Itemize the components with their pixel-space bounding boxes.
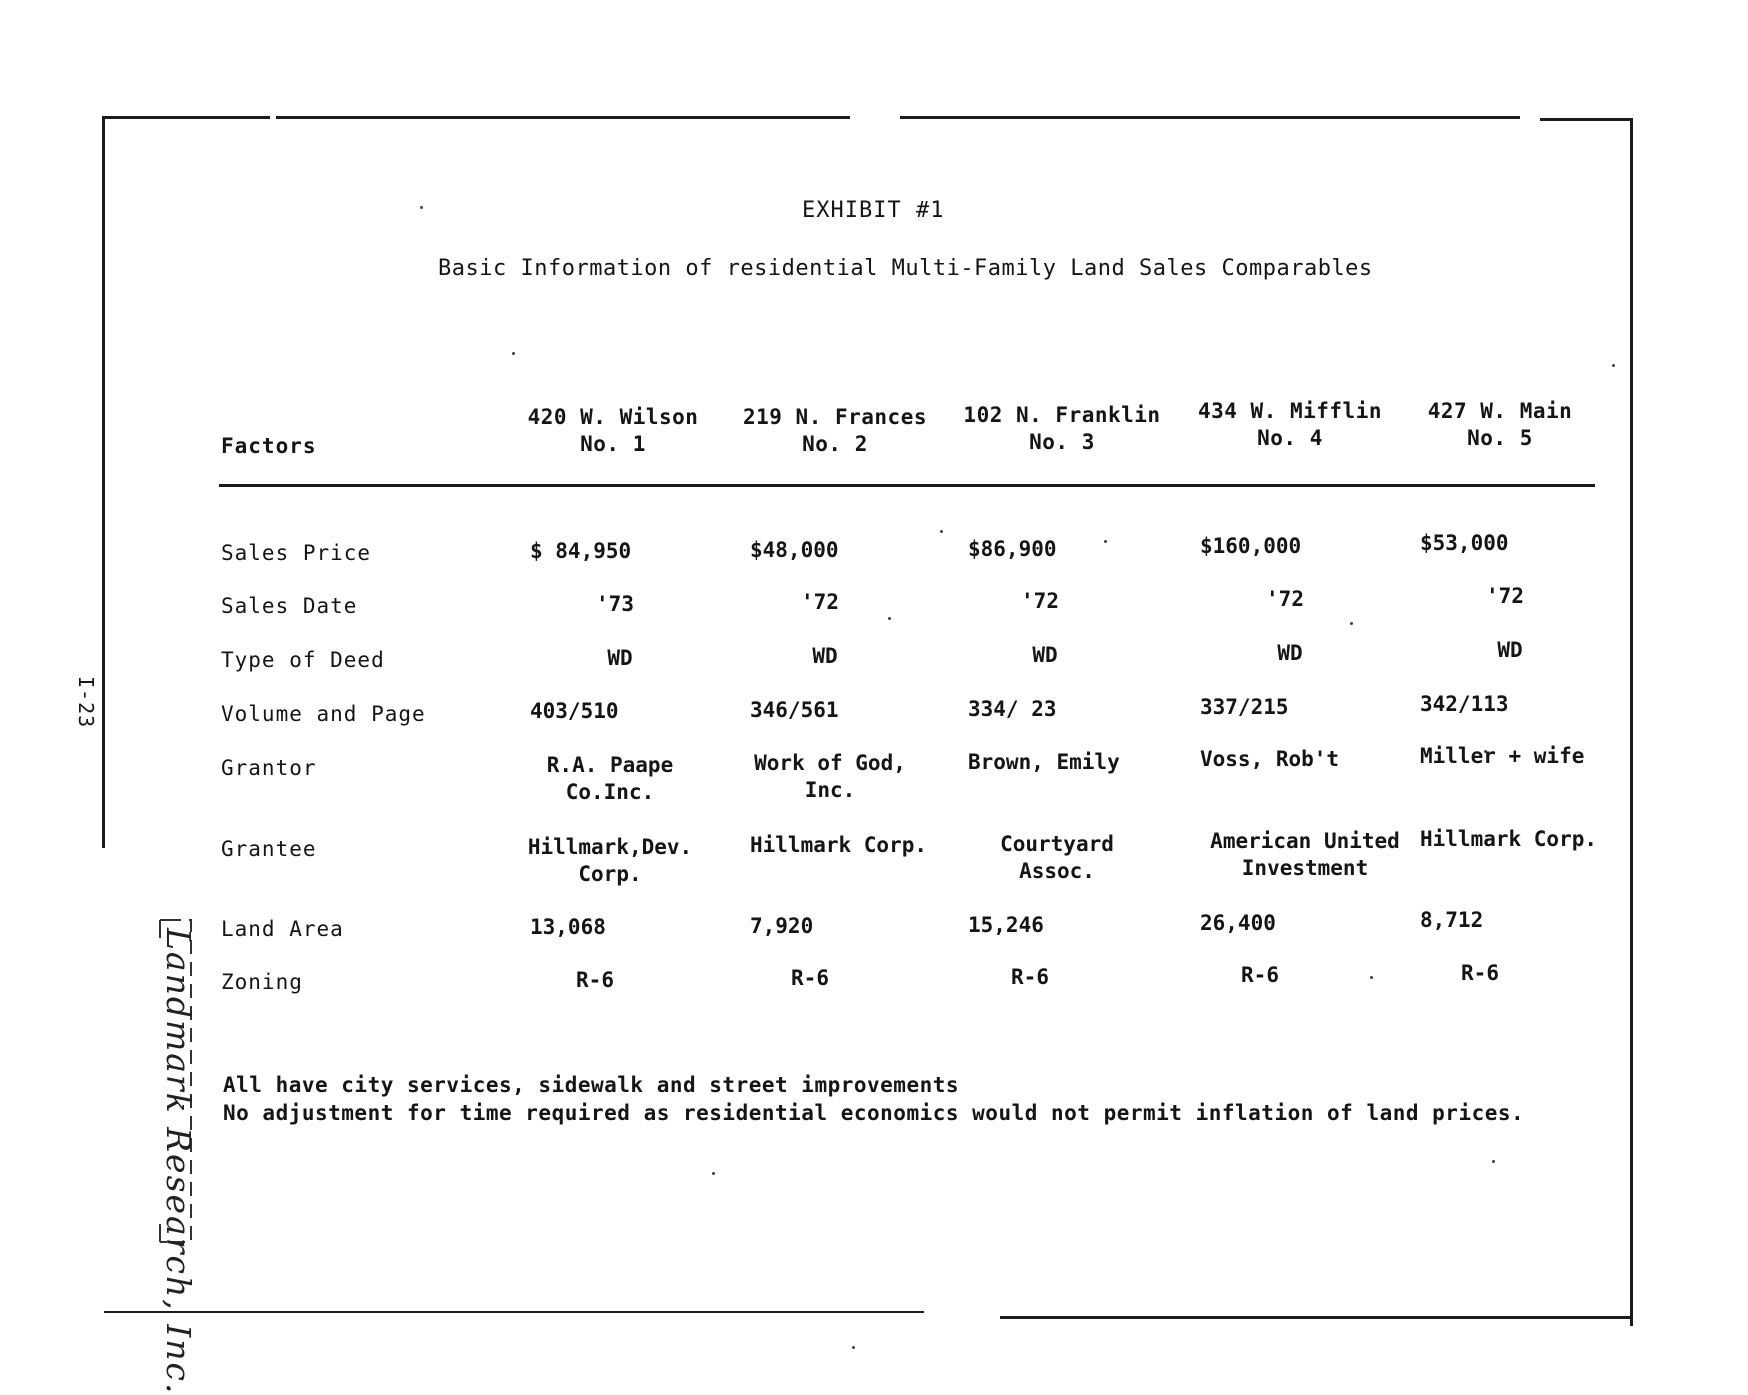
speck [1370,976,1373,979]
zoning-cell: R-6 [1461,961,1499,985]
column-header-2 [740,404,930,458]
factor-label: Grantor [221,756,317,780]
column-header-1 [508,404,718,458]
speck [420,206,423,209]
speck [1350,622,1353,625]
frame-left-edge [102,116,105,848]
deed-type-cell: WD [1277,641,1303,665]
frame-bottom-segment-1 [104,1311,924,1313]
page-number: I-23 [74,676,98,729]
sales-date-cell: '72 [1486,584,1524,608]
land-area-cell: 8,712 [1420,908,1484,932]
exhibit-subtitle: Basic Information of residential Multi-Family Land Sales Comparables [438,256,1373,281]
header-rule [219,484,1595,487]
exhibit-title: EXHIBIT #1 [802,198,945,223]
grantor-cell: Voss, Rob't [1200,747,1340,771]
deed-type-cell: WD [1497,638,1523,662]
volume-page-cell: 403/510 [530,699,619,723]
note-line-2: No adjustment for time required as residential economics would not permit inflation of land prices. [223,1101,1525,1125]
deed-type-cell: WD [607,646,633,670]
sales-price-cell: $53,000 [1420,531,1509,555]
factor-label: Sales Price [221,541,372,565]
sales-date-cell: '72 [1266,587,1304,611]
factors-header: Factors [221,434,317,458]
factor-label: Sales Date [221,594,358,618]
grantee-cell: Hillmark Corp. [1420,827,1598,851]
grantor-cell: Miller + wife [1420,744,1585,768]
frame-top-segment-1 [102,116,270,119]
column-address: 434 W. Mifflin [1197,399,1382,423]
speck [712,1172,715,1175]
column-number: No. 3 [1029,430,1095,454]
factor-label: Volume and Page [221,702,426,726]
speck [852,1346,855,1349]
sales-date-cell: '72 [801,590,839,614]
speck [512,352,515,355]
column-number: No. 2 [802,432,868,456]
volume-page-cell: 337/215 [1200,695,1289,719]
land-area-cell: 13,068 [530,915,606,939]
grantee-cell: American United Investment [1210,829,1400,880]
grantee-cell: Hillmark Corp. [750,833,928,857]
sales-date-cell: '73 [596,592,634,616]
land-area-cell: 15,246 [968,913,1044,937]
sales-date-cell: '72 [1021,589,1059,613]
zoning-cell: R-6 [791,966,829,990]
volume-page-cell: 346/561 [750,698,839,722]
sales-price-cell: $ 84,950 [530,539,632,563]
frame-top-segment-2 [276,116,850,119]
grantor-cell: R.A. Paape Co.Inc. [546,753,674,804]
column-address: 427 W. Main [1427,399,1573,423]
deed-type-cell: WD [1032,643,1058,667]
zoning-cell: R-6 [576,968,614,992]
land-area-cell: 26,400 [1200,911,1276,935]
speck [888,617,891,620]
frame-bottom-segment-2 [1000,1316,1632,1319]
column-header-3 [962,402,1162,456]
frame-top-segment-3 [900,116,1520,119]
factor-label: Grantee [221,837,317,861]
column-address: 219 N. Frances [742,405,927,429]
speck [1492,1160,1495,1163]
frame-top-segment-4 [1540,118,1632,121]
speck [1104,540,1107,543]
zoning-cell: R-6 [1241,963,1279,987]
sales-price-cell: $48,000 [750,538,839,562]
factor-label: Zoning [221,970,303,994]
column-number: No. 4 [1257,426,1323,450]
zoning-cell: R-6 [1011,965,1049,989]
note-line-1: All have city services, sidewalk and street improvements [223,1073,960,1097]
volume-page-cell: 334/ 23 [968,697,1057,721]
deed-type-cell: WD [812,644,838,668]
column-number: No. 5 [1467,426,1533,450]
grantee-cell: Courtyard Assoc. [1000,832,1114,883]
land-area-cell: 7,920 [750,914,814,938]
column-header-4 [1190,398,1390,452]
company-stamp: Landmark Research, Inc. [159,928,198,1395]
grantee-cell: Hillmark,Dev. Corp. [527,835,693,886]
column-address: 420 W. Wilson [527,405,699,429]
factor-label: Type of Deed [221,648,385,672]
speck [940,530,943,533]
sales-price-cell: $160,000 [1200,534,1302,558]
column-address: 102 N. Franklin [963,403,1161,427]
column-header-5 [1410,398,1590,452]
speck [1612,364,1615,367]
grantor-cell: Work of God, Inc. [754,751,906,802]
sales-price-cell: $86,900 [968,537,1057,561]
frame-right-edge [1630,118,1633,1326]
volume-page-cell: 342/113 [1420,692,1509,716]
factor-label: Land Area [221,917,344,941]
grantor-cell: Brown, Emily [968,750,1120,774]
column-number: No. 1 [580,432,646,456]
